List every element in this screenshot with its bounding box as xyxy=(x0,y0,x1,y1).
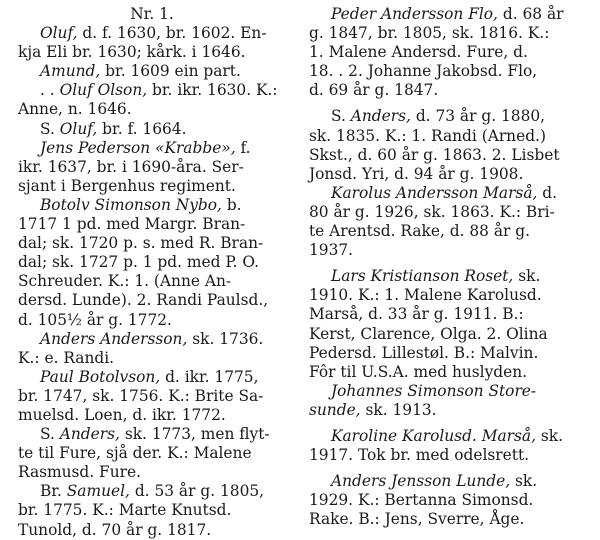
entry-line xyxy=(309,127,581,146)
person-name: Samuel, xyxy=(66,482,130,501)
entry-line xyxy=(18,196,286,215)
entry-text: Marså, d. 33 år g. 1911. B.: xyxy=(309,305,524,324)
entry-text: S. xyxy=(331,107,351,126)
entry-line xyxy=(18,234,286,253)
genealogy-entry xyxy=(18,330,286,368)
entry-line xyxy=(18,100,286,119)
entry-text: te Arentsd. Rake, d. 88 år g. xyxy=(309,222,531,241)
entry-text: Kerst, Clarence, Olga. 2. Olina xyxy=(309,324,548,343)
person-name: Jens Pederson «Krabbe», xyxy=(40,138,236,157)
entry-line xyxy=(309,427,581,446)
entry-text: S. xyxy=(40,119,60,138)
genealogy-entry xyxy=(18,24,286,62)
person-name: Paul Botolvson, xyxy=(40,367,161,386)
entry-text: sk. 1736. xyxy=(187,329,264,348)
entry-text: Rasmusd. Fure. xyxy=(18,463,142,482)
genealogy-entry xyxy=(309,382,581,420)
entry-text: sk. xyxy=(535,426,563,445)
entry-text: muelsd. Loen, d. ikr. 1772. xyxy=(18,405,226,424)
genealogy-entry xyxy=(309,184,581,260)
entry-text: 1917. Tok br. med odelsrett. xyxy=(309,446,530,465)
entry-text: Pedersd. Lillestøl. B.: Malvin. xyxy=(309,343,539,362)
entry-text: Tunold, d. 70 år g. 1817. xyxy=(18,520,212,539)
entry-text: d. f. 1630, br. 1602. En- xyxy=(77,24,267,43)
entry-line xyxy=(18,215,286,234)
entry-line xyxy=(18,291,286,310)
entry-text: d. xyxy=(537,183,558,202)
person-name: Botolv Simonson Nybo, xyxy=(40,195,222,214)
entry-text: br. f. 1664. xyxy=(97,119,187,138)
entry-text: 1910. K.: 1. Malene Karolusd. xyxy=(309,286,542,305)
genealogy-entry xyxy=(309,472,581,529)
entry-line xyxy=(309,401,581,420)
genealogy-entry xyxy=(309,427,581,465)
genealogy-entry xyxy=(18,368,286,425)
entry-line xyxy=(18,24,286,43)
entry-line xyxy=(18,330,286,349)
entry-line xyxy=(18,463,286,482)
entry-text: dal; sk. 1727 p. 1 pd. med P. O. xyxy=(18,253,259,272)
entry-text: 1937. xyxy=(309,241,354,260)
entry-text: Fôr til U.S.A. med huslyden. xyxy=(309,362,528,381)
entry-line xyxy=(309,81,581,100)
entry-text: 1717 1 pd. med Margr. Bran- xyxy=(18,215,246,234)
genealogy-entry xyxy=(309,107,581,183)
entry-text: sjant i Bergenhus regiment. xyxy=(18,176,236,195)
right-column xyxy=(309,5,581,529)
entry-text: 1929. K.: Bertanna Simonsd. xyxy=(309,491,534,510)
person-name: Anders Jensson Lunde, xyxy=(331,472,511,491)
person-name: Oluf, xyxy=(59,119,98,138)
genealogy-entry xyxy=(18,482,286,539)
entry-text: sk. xyxy=(510,472,538,491)
entry-line xyxy=(18,253,286,272)
genealogy-entry xyxy=(18,62,286,81)
genealogy-entry xyxy=(309,267,581,382)
person-name: Anders Andersson, xyxy=(40,329,188,348)
entry-line xyxy=(309,510,581,529)
entry-text: f. xyxy=(235,138,251,157)
entry-line xyxy=(18,158,286,177)
entry-line xyxy=(18,482,286,501)
entry-text: Jonsd. Yri, d. 94 år g. 1908. xyxy=(309,164,524,183)
entry-text: d. 69 år g. 1847. xyxy=(309,81,439,100)
person-name: Peder Andersson Flo, xyxy=(331,5,498,23)
person-name: Amund, xyxy=(40,62,101,81)
entry-line xyxy=(309,146,581,165)
entry-line xyxy=(309,107,581,126)
section-heading: Nr. 1. xyxy=(130,5,174,23)
entry-text: ikr. 1637, br. i 1690-åra. Ser- xyxy=(18,157,244,176)
person-name: Oluf, xyxy=(40,24,78,43)
entry-line xyxy=(18,368,286,387)
genealogy-entry xyxy=(18,196,286,330)
entry-text: br. ikr. 1630. K.: xyxy=(147,81,278,100)
entry-text: kja Eli br. 1630; kårk. i 1646. xyxy=(18,43,246,62)
person-name: Anders, xyxy=(59,425,120,444)
entry-text: 18. . 2. Johanne Jakobsd. Flo, xyxy=(309,62,538,81)
entry-text: d. ikr. 1775, xyxy=(160,367,259,386)
entry-line xyxy=(309,203,581,222)
entry-line xyxy=(18,425,286,444)
entry-line xyxy=(309,43,581,62)
entry-text: br. 1609 ein part. xyxy=(100,62,241,81)
entry-line xyxy=(309,286,581,305)
entry-text: d. 105½ år g. 1772. xyxy=(18,310,172,329)
entry-text: Br. xyxy=(40,482,67,501)
entry-line xyxy=(309,241,581,260)
entry-text: d. 73 år g. 1880, xyxy=(410,107,546,126)
entry-text: sk. xyxy=(513,267,541,286)
entry-line xyxy=(309,325,581,344)
person-name: Oluf Olson, xyxy=(59,81,148,100)
genealogy-entry xyxy=(18,120,286,139)
person-name: sunde, xyxy=(309,400,361,419)
entry-line xyxy=(18,81,286,100)
entry-text: Schreuder. K.: 1. (Anne An- xyxy=(18,272,232,291)
entry-text: sk. 1835. K.: 1. Randi (Arned.) xyxy=(309,126,546,145)
entry-line xyxy=(309,446,581,465)
entry-text: dal; sk. 1720 p. s. med R. Bran- xyxy=(18,234,264,253)
entry-text: sk. 1773, men flyt- xyxy=(119,425,270,444)
entry-text: te til Fure, sjå der. K.: Malene xyxy=(18,444,252,463)
entry-text: K.: e. Randi. xyxy=(18,348,115,367)
genealogy-entry xyxy=(18,425,286,482)
entry-text: S. xyxy=(40,425,60,444)
entry-text: d. 68 år xyxy=(497,5,564,23)
entry-text: 1. Malene Andersd. Fure, d. xyxy=(309,43,528,62)
entry-line xyxy=(309,24,581,43)
entry-text: . . xyxy=(40,81,60,100)
entry-line xyxy=(18,43,286,62)
entry-text: 80 år g. 1926, sk. 1863. K.: Bri- xyxy=(309,202,555,221)
entry-line xyxy=(309,382,581,401)
entry-line xyxy=(309,305,581,324)
genealogy-entry xyxy=(309,5,581,100)
left-column xyxy=(18,5,286,540)
entry-line xyxy=(309,363,581,382)
person-name: Lars Kristianson Roset, xyxy=(331,267,514,286)
entry-text: Skst., d. 60 år g. 1863. 2. Lisbet xyxy=(309,145,560,164)
entry-line xyxy=(18,311,286,330)
entry-line xyxy=(18,349,286,368)
entry-line xyxy=(309,344,581,363)
entry-line xyxy=(18,387,286,406)
entry-line xyxy=(18,444,286,463)
person-name: Johannes Simonson Store- xyxy=(331,381,537,400)
entry-line xyxy=(18,120,286,139)
entry-line xyxy=(309,222,581,241)
entry-text: g. 1847, br. 1805, sk. 1816. K.: xyxy=(309,24,550,43)
entry-text: Rake. B.: Jens, Sverre, Åge. xyxy=(309,510,525,529)
entry-line xyxy=(18,62,286,81)
entry-text: sk. 1913. xyxy=(360,400,437,419)
entry-line xyxy=(309,62,581,81)
entry-line xyxy=(309,165,581,184)
entry-line xyxy=(18,501,286,520)
entry-line xyxy=(18,139,286,158)
genealogy-entry xyxy=(18,139,286,196)
entry-text: d. 53 år g. 1805, xyxy=(129,482,265,501)
entry-text: b. xyxy=(221,195,242,214)
entry-line xyxy=(18,177,286,196)
entry-line xyxy=(309,472,581,491)
entry-text: dersd. Lunde). 2. Randi Paulsd., xyxy=(18,291,269,310)
entry-text: br. 1747, sk. 1756. K.: Brite Sa- xyxy=(18,386,264,405)
entry-text: br. 1775. K.: Marte Knutsd. xyxy=(18,501,232,520)
person-name: Anders, xyxy=(350,107,411,126)
entry-line xyxy=(18,406,286,425)
person-name: Karolus Andersson Marså, xyxy=(331,183,538,202)
entry-line xyxy=(18,272,286,291)
entry-line xyxy=(309,491,581,510)
entry-line xyxy=(309,184,581,203)
entry-line xyxy=(309,5,581,24)
entry-text: Anne, n. 1646. xyxy=(18,100,132,119)
entry-line xyxy=(309,267,581,286)
person-name: Karoline Karolusd. Marså, xyxy=(331,426,536,445)
genealogy-entry xyxy=(18,81,286,119)
entry-line xyxy=(18,521,286,540)
